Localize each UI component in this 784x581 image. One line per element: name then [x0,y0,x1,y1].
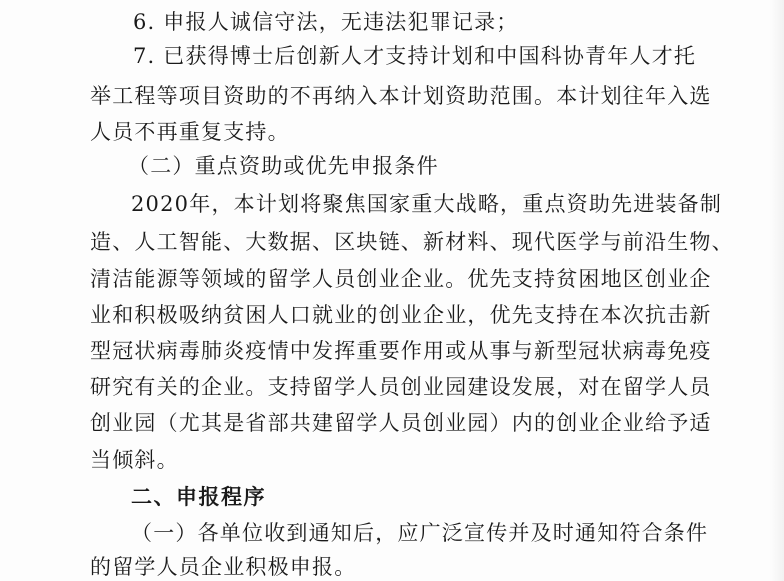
paragraph-line: 人员不再重复支持。 [90,120,290,144]
paragraph-line: 举工程等项目资助的不再纳入本计划资助范围。本计划往年入选 [90,84,712,108]
paragraph-line: （一）各单位收到通知后，应广泛宣传并及时通知符合条件 [131,521,709,545]
paragraph-line: 创业园（尤其是省部共建留学人员创业园）内的创业企业给予适 [90,411,712,435]
paragraph-line: 2020年，本计划将聚焦国家重大战略，重点资助先进装备制 [131,192,723,216]
paragraph-line: 研究有关的企业。支持留学人员创业园建设发展，对在留学人员 [90,375,712,399]
paragraph-line: 的留学人员企业积极申报。 [90,555,357,579]
subsection-heading: （二）重点资助或优先申报条件 [128,154,439,178]
item-7-line: 7. 已获得博士后创新人才支持计划和中国科协青年人才托 [133,44,697,68]
paragraph-line: 造、人工智能、大数据、区块链、新材料、现代医学与前沿生物、 [90,230,734,254]
page-edge-shadow [770,0,784,581]
paragraph-line: 型冠状病毒肺炎疫情中发挥重要作用或从事与新型冠状病毒免疫 [90,339,712,363]
paragraph-line: 业和积极吸纳贫困人口就业的创业企业，优先支持在本次抗击新 [90,303,712,327]
paragraph-line: 清洁能源等领域的留学人员创业企业。优先支持贫困地区创业企 [90,267,712,291]
section-heading: 二、申报程序 [131,485,266,509]
paragraph-line: 当倾斜。 [90,448,179,472]
item-6-line: 6. 申报人诚信守法，无违法犯罪记录； [133,10,519,34]
